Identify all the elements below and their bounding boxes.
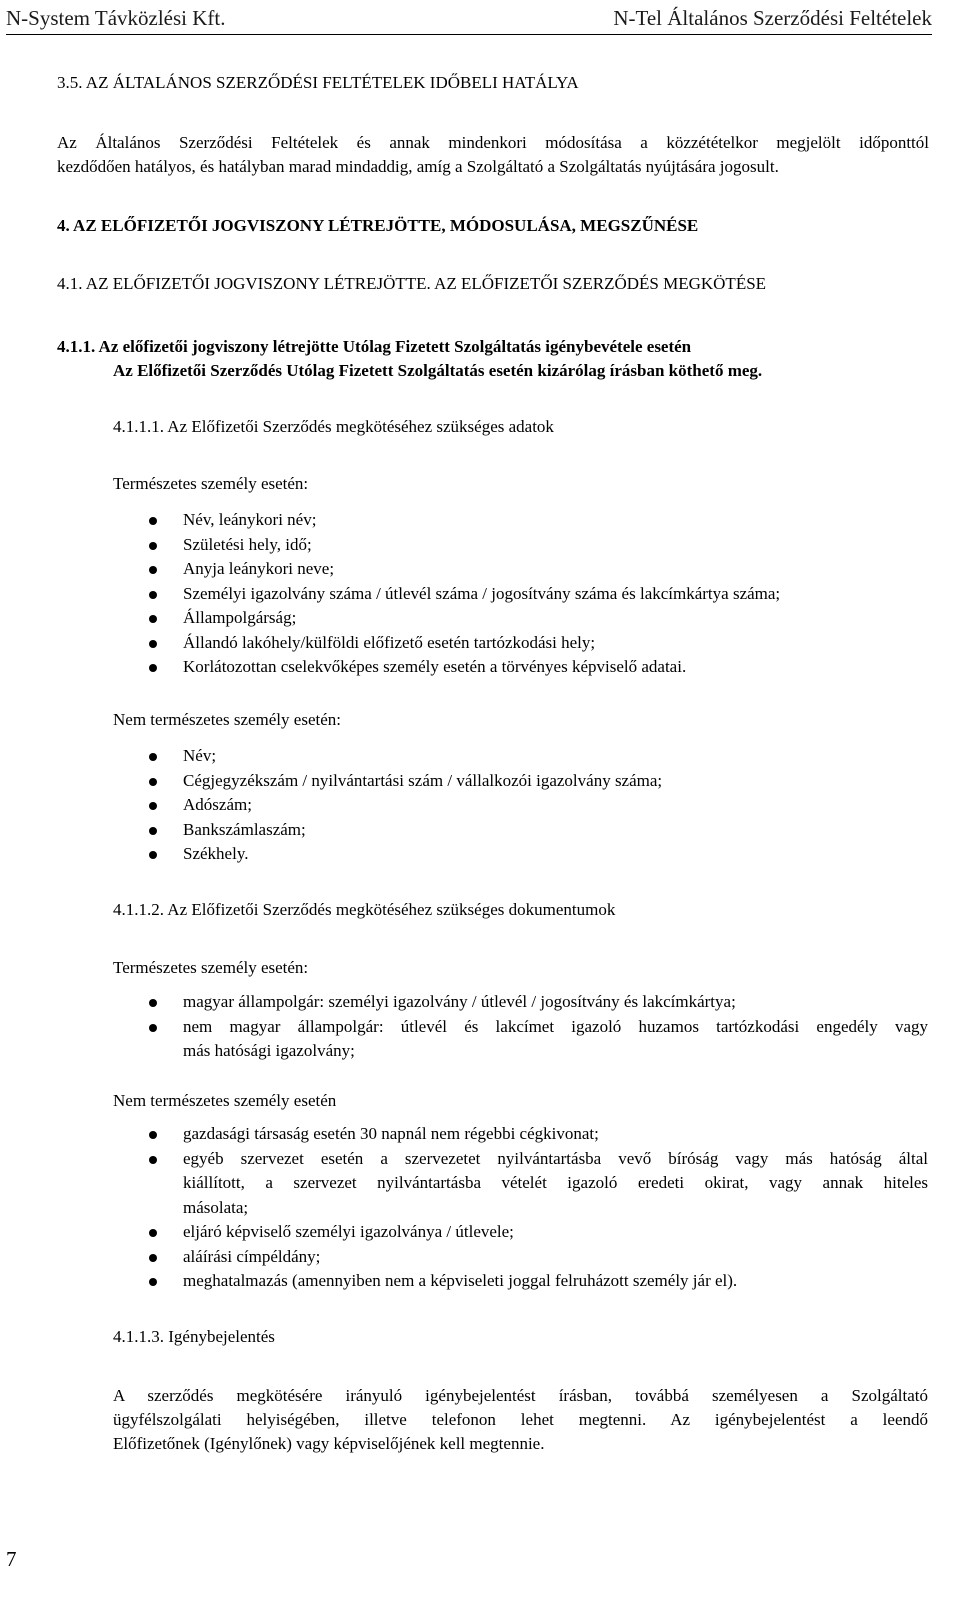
legal-person-label: Nem természetes személy esetén: xyxy=(113,710,341,729)
list-item-text: Székhely. xyxy=(183,844,249,863)
list-item xyxy=(113,508,933,533)
bullet-icon xyxy=(149,851,157,859)
list-item xyxy=(113,842,933,867)
list-item-text: Cégjegyzékszám / nyilvántartási szám / vállalkozói igazolvány száma; xyxy=(183,770,663,790)
bullet-icon xyxy=(149,753,157,761)
section-3-5-body xyxy=(57,131,929,179)
natural-person-docs-list xyxy=(113,990,928,1064)
section-4-1-1-1-heading: 4.1.1.1. Az Előfizetői Szerződés megkötéséhez szükséges adatok xyxy=(113,417,554,436)
bullet-icon xyxy=(149,640,157,648)
list-item xyxy=(113,1122,928,1147)
list-item-text: egyéb szervezet esetén a szervezetet nyilvántartásba vevő bíróság vagy más hatóság által xyxy=(183,1148,928,1168)
list-item xyxy=(113,1147,928,1221)
page-number: 7 xyxy=(6,1547,17,1571)
list-item xyxy=(113,1269,928,1294)
list-item xyxy=(113,769,933,794)
header-rule xyxy=(6,34,932,35)
bullet-icon xyxy=(149,1131,157,1139)
paragraph-line: ügyfélszolgálati helyiségében, illetve telefonon lehet megtenni. Az igénybejelentést a leendő xyxy=(113,1410,928,1429)
list-item-text: Név; xyxy=(183,746,217,765)
list-item-text: más hatósági igazolvány; xyxy=(183,1041,355,1060)
list-item-text: Korlátozottan cselekvőképes személy esetén a törvényes képviselő adatai. xyxy=(183,657,687,676)
list-item-text: aláírási címpéldány; xyxy=(183,1246,321,1266)
section-4-1-1-heading: 4.1.1. Az előfizetői jogviszony létrejötte Utólag Fizetett Szolgáltatás igénybevétele esetén xyxy=(57,337,692,356)
list-item-text: Születési hely, idő; xyxy=(183,534,312,554)
bullet-icon xyxy=(149,802,157,810)
section-4-1-1-subheading: Az Előfizetői Szerződés Utólag Fizetett Szolgáltatás esetén kizárólag írásban köthető meg. xyxy=(113,361,763,380)
list-item xyxy=(113,606,933,631)
list-item xyxy=(113,793,933,818)
bullet-icon xyxy=(149,1278,157,1286)
list-item xyxy=(113,1245,928,1270)
list-item-text: gazdasági társaság esetén 30 napnál nem régebbi cégkivonat; xyxy=(183,1124,599,1143)
legal-person-data-list xyxy=(113,744,933,867)
bullet-icon xyxy=(149,517,157,525)
section-4-1-1-2-heading: 4.1.1.2. Az Előfizetői Szerződés megkötéséhez szükséges dokumentumok xyxy=(113,900,616,919)
list-item xyxy=(113,818,933,843)
list-item-text: magyar állampolgár: személyi igazolvány / útlevél / jogosítvány és lakcímkártya; xyxy=(183,992,736,1011)
bullet-icon xyxy=(149,664,157,672)
bullet-icon xyxy=(149,999,157,1007)
list-item-text: Bankszámlaszám; xyxy=(183,819,306,839)
list-item xyxy=(113,557,933,582)
bullet-icon xyxy=(149,566,157,574)
list-item-text: Személyi igazolvány száma / útlevél száma / jogosítvány száma és lakcímkártya száma; xyxy=(183,583,781,603)
bullet-icon xyxy=(149,1024,157,1032)
list-item-text: Állampolgárság; xyxy=(183,608,297,627)
list-item-text: Állandó lakóhely/külföldi előfizető esetén tartózkodási hely; xyxy=(183,632,596,652)
paragraph-line: kezdődően hatályos, és hatályban marad mindaddig, amíg a Szolgáltató a Szolgáltatás nyújtására jogosult. xyxy=(57,157,779,176)
section-4-heading: 4. AZ ELŐFIZETŐI JOGVISZONY LÉTREJÖTTE, MÓDOSULÁSA, MEGSZŰNÉSE xyxy=(57,216,699,235)
paragraph-line: Az Általános Szerződési Feltételek és annak mindenkori módosítása a közzétételkor megjelölt időponttól xyxy=(57,133,929,152)
list-item-text: Adószám; xyxy=(183,795,252,814)
list-item-text: Név, leánykori név; xyxy=(183,510,317,529)
bullet-icon xyxy=(149,778,157,786)
list-item-text: nem magyar állampolgár: útlevél és lakcímet igazoló huzamos tartózkodási engedély vagy xyxy=(183,1016,928,1036)
bullet-icon xyxy=(149,827,157,835)
section-3-5-heading: 3.5. AZ ÁLTALÁNOS SZERZŐDÉSI FELTÉTELEK IDŐBELI HATÁLYA xyxy=(57,73,579,92)
paragraph-line: Előfizetőnek (Igénylőnek) vagy képviselőjének kell megtennie. xyxy=(113,1434,545,1453)
legal-person-docs-list xyxy=(113,1122,928,1294)
list-item xyxy=(113,533,933,558)
list-item-text: meghatalmazás (amennyiben nem a képviseleti joggal felruházott személy jár el). xyxy=(183,1271,738,1290)
header-company: N-System Távközlési Kft. xyxy=(6,6,226,30)
section-4-1-1-3-body xyxy=(113,1384,928,1456)
list-item xyxy=(113,744,933,769)
list-item xyxy=(113,1220,928,1245)
list-item-text: kiállított, a szervezet nyilvántartásba vételét igazoló eredeti okirat, vagy annak hiteles xyxy=(183,1173,928,1192)
header-document-title: N-Tel Általános Szerződési Feltételek xyxy=(613,6,932,30)
natural-person-label: Természetes személy esetén: xyxy=(113,474,309,493)
bullet-icon xyxy=(149,542,157,550)
list-item-text: eljáró képviselő személyi igazolványa / útlevele; xyxy=(183,1222,514,1241)
section-4-1-1-3-heading: 4.1.1.3. Igénybejelentés xyxy=(113,1327,275,1346)
natural-person-docs-label: Természetes személy esetén: xyxy=(113,958,309,977)
list-item xyxy=(113,990,928,1015)
paragraph-line: A szerződés megkötésére irányuló igénybejelentést írásban, továbbá személyesen a Szolgáltató xyxy=(113,1386,928,1405)
list-item-text: másolata; xyxy=(183,1197,249,1217)
section-4-1-heading: 4.1. AZ ELŐFIZETŐI JOGVISZONY LÉTREJÖTTE. AZ ELŐFIZETŐI SZERZŐDÉS MEGKÖTÉSE xyxy=(57,274,767,293)
bullet-icon xyxy=(149,1229,157,1237)
natural-person-data-list xyxy=(113,508,933,680)
bullet-icon xyxy=(149,591,157,599)
list-item xyxy=(113,655,933,680)
legal-person-docs-label: Nem természetes személy esetén xyxy=(113,1091,337,1110)
bullet-icon xyxy=(149,1254,157,1262)
list-item xyxy=(113,631,933,656)
list-item xyxy=(113,582,933,607)
bullet-icon xyxy=(149,1156,157,1164)
list-item xyxy=(113,1015,928,1064)
bullet-icon xyxy=(149,615,157,623)
list-item-text: Anyja leánykori neve; xyxy=(183,559,335,578)
